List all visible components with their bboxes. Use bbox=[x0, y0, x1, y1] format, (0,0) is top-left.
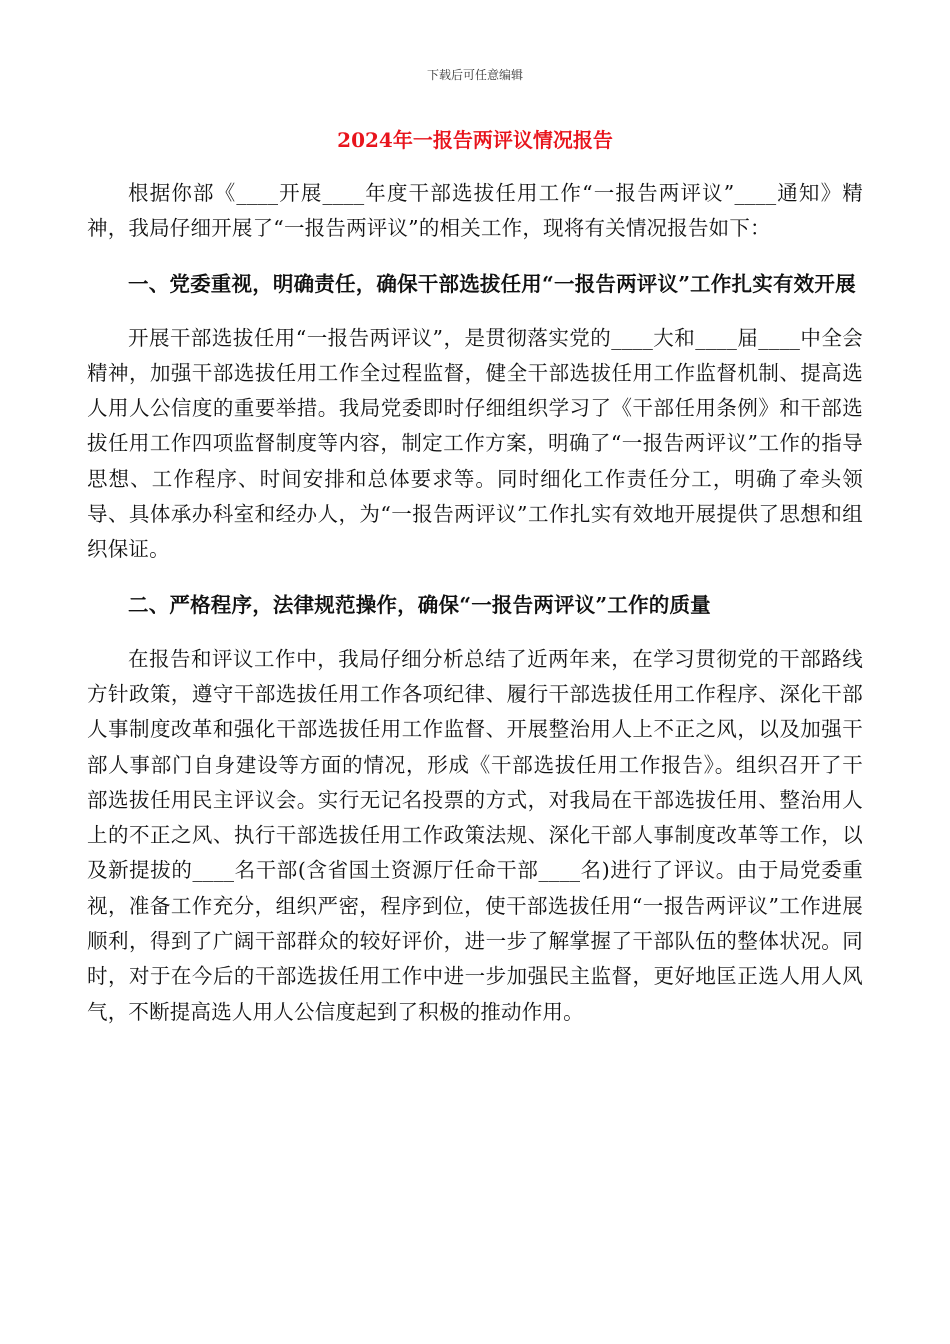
section-body-2: 在报告和评议工作中，我局仔细分析总结了近两年来，在学习贯彻党的干部路线方针政策，遵守干部选拔任用工作各项纪律、履行干部选拔任用工作程序、深化干部人事制度改革和强化干部选拔任用工作监督、开展整治用人上不正之风，以及加强干部人事部门自身建设等方面的情况，形成《干部选拔任用工作报告》。组织召开了干部选拔任用民主评议会。实行无记名投票的方式，对我局在干部选拔任用、整治用人上的不正之风、执行干部选拔任用工作政策法规、深化干部人事制度改革等工作，以及新提拔的____名干部(含省国土资源厅任命干部____名)进行了评议。由于局党委重视，准备工作充分，组织严密，程序到位，使干部选拔任用“一报告两评议”工作进展顺利，得到了广阔干部群众的较好评价，进一步了解掌握了干部队伍的整体状况。同时，对于在今后的干部选拔任用工作中进一步加强民主监督，更好地匡正选人用人风气，不断提高选人用人公信度起到了积极的推动作用。 bbox=[87, 646, 863, 1024]
section-heading-1: 一、党委重视，明确责任，确保干部选拔任用“一报告两评议”工作扎实有效开展 bbox=[128, 271, 856, 296]
section-heading-2: 二、严格程序，法律规范操作，确保“一报告两评议”工作的质量 bbox=[128, 592, 711, 617]
document-body bbox=[87, 176, 863, 1048]
header-note: 下载后可任意编辑 bbox=[426, 68, 523, 82]
intro-paragraph: 根据你部《____开展____年度干部选拔任用工作“一报告两评议”____通知》精神，我局仔细开展了“一报告两评议”的相关工作，现将有关情况报告如下： bbox=[87, 181, 863, 241]
document-title: 2024年一报告两评议情况报告 bbox=[337, 128, 613, 152]
section-body-1: 开展干部选拔任用“一报告两评议”，是贯彻落实党的____大和____届____中全会精神，加强干部选拔任用工作全过程监督，健全干部选拔任用工作监督机制、提高选人用人公信度的重要举措。我局党委即时仔细组织学习了《干部任用条例》和干部选拔任用工作四项监督制度等内容，制定工作方案，明确了“一报告两评议”工作的指导思想、工作程序、时间安排和总体要求等。同时细化工作责任分工，明确了牵头领导、具体承办科室和经办人，为“一报告两评议”工作扎实有效地开展提供了思想和组织保证。 bbox=[87, 325, 863, 562]
